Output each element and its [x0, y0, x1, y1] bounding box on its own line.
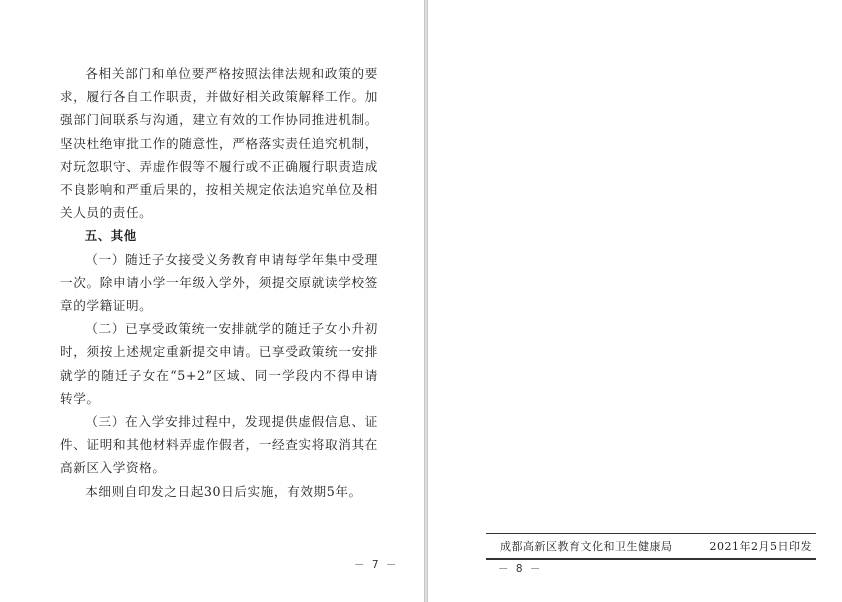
footer-divider-bottom [486, 558, 816, 560]
document-body [60, 62, 378, 503]
right-page [428, 0, 842, 602]
footer-issue-date: 2021年2月5日印发 [709, 540, 812, 553]
other-item-2: （二）已享受政策统一安排就学的随迁子女小升初时，须按上述规定重新提交申请。已享受政策统一安排就学的随迁子女在“5+2”区域、同一学段内不得申请转学。 [60, 321, 378, 406]
other-item-1: （一）随迁子女接受义务教育申请每学年集中受理一次。除申请小学一年级入学外，须提交原就读学校签章的学籍证明。 [60, 251, 378, 314]
footer-issuer: 成都高新区教育文化和卫生健康局 [500, 540, 673, 553]
other-item-3: （三）在入学安排过程中，发现提供虚假信息、证件、证明和其他材料弄虚作假者，一经查实将取消其在高新区入学资格。 [60, 414, 378, 476]
responsibility-paragraph: 各相关部门和单位要严格按照法律法规和政策的要求，履行各自工作职责，并做好相关政策解释工作。加强部门间联系与沟通，建立有效的工作协同推进机制。坚决杜绝审批工作的随意性，严格落实责任追究机制，对玩忽职守、弄虚作假等不履行或不正确履行职责造成不良影响和严重后果的，按相关规定依法追究单位及相关人员的责任。 [60, 66, 378, 221]
closing-paragraph: 本细则自印发之日起30日后实施，有效期5年。 [85, 483, 362, 499]
section-heading-other: 五、其他 [84, 228, 137, 244]
page-number-7: － 7 － [354, 559, 399, 571]
footer-divider-top [486, 533, 816, 534]
page-number-8: － 8 － [498, 563, 543, 575]
